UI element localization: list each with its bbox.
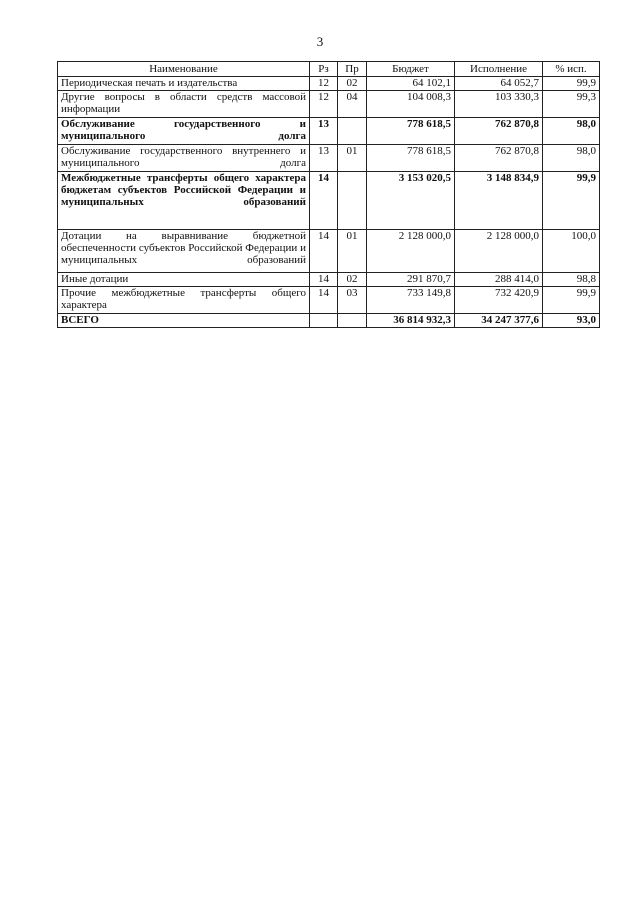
row-pr: 02 [338,77,367,91]
row-execution: 732 420,9 [455,287,543,314]
row-budget: 36 814 932,3 [367,314,455,328]
row-rz: 12 [310,77,338,91]
row-percent: 98,0 [543,118,600,145]
row-name: ВСЕГО [58,314,310,328]
row-pr [338,118,367,145]
row-pr: 04 [338,91,367,118]
row-budget: 3 153 020,5 [367,172,455,230]
row-rz: 14 [310,273,338,287]
table-row [58,172,600,230]
row-budget: 733 149,8 [367,287,455,314]
table-row [58,118,600,145]
row-execution: 34 247 377,6 [455,314,543,328]
row-execution: 762 870,8 [455,118,543,145]
page-number: 3 [316,34,324,49]
table-row [58,77,600,91]
row-budget: 291 870,7 [367,273,455,287]
row-rz: 14 [310,230,338,273]
row-name: Обслуживание государственного внутреннего и муниципального долга [58,145,310,172]
row-name: Обслуживание государственного и муниципального долга [58,118,310,145]
row-pr: 02 [338,273,367,287]
row-rz: 13 [310,145,338,172]
row-rz [310,314,338,328]
row-name: Иные дотации [58,273,310,287]
row-pr [338,172,367,230]
row-execution: 762 870,8 [455,145,543,172]
row-percent: 99,9 [543,77,600,91]
row-percent: 99,9 [543,287,600,314]
header-pr: Пр [338,62,367,77]
row-execution: 103 330,3 [455,91,543,118]
row-budget: 64 102,1 [367,77,455,91]
row-pr: 01 [338,230,367,273]
row-pr: 03 [338,287,367,314]
row-percent: 99,3 [543,91,600,118]
row-percent: 98,0 [543,145,600,172]
row-pr [338,314,367,328]
row-rz: 14 [310,172,338,230]
header-name: Наименование [58,62,310,77]
row-execution: 64 052,7 [455,77,543,91]
table-row [58,287,600,314]
table-row-total [58,314,600,328]
row-budget: 778 618,5 [367,145,455,172]
row-rz: 14 [310,287,338,314]
row-budget: 104 008,3 [367,91,455,118]
header-percent: % исп. [543,62,600,77]
row-percent: 93,0 [543,314,600,328]
table-row [58,145,600,172]
row-pr: 01 [338,145,367,172]
row-name: Прочие межбюджетные трансферты общего характера [58,287,310,314]
row-percent: 98,8 [543,273,600,287]
budget-execution-table [57,61,600,328]
row-name: Дотации на выравнивание бюджетной обеспеченности субъектов Российской Федерации и муниципальных образований [58,230,310,273]
table-row [58,230,600,273]
header-budget: Бюджет [367,62,455,77]
header-execution: Исполнение [455,62,543,77]
table-header-row [58,62,600,77]
row-name: Периодическая печать и издательства [58,77,310,91]
row-execution: 288 414,0 [455,273,543,287]
table-row [58,273,600,287]
row-execution: 3 148 834,9 [455,172,543,230]
row-rz: 12 [310,91,338,118]
row-execution: 2 128 000,0 [455,230,543,273]
row-budget: 778 618,5 [367,118,455,145]
row-percent: 100,0 [543,230,600,273]
row-rz: 13 [310,118,338,145]
row-name: Межбюджетные трансферты общего характера бюджетам субъектов Российской Федерации и муниципальных образований [58,172,310,230]
row-budget: 2 128 000,0 [367,230,455,273]
table-row [58,91,600,118]
header-rz: Рз [310,62,338,77]
row-name: Другие вопросы в области средств массовой информации [58,91,310,118]
row-percent: 99,9 [543,172,600,230]
